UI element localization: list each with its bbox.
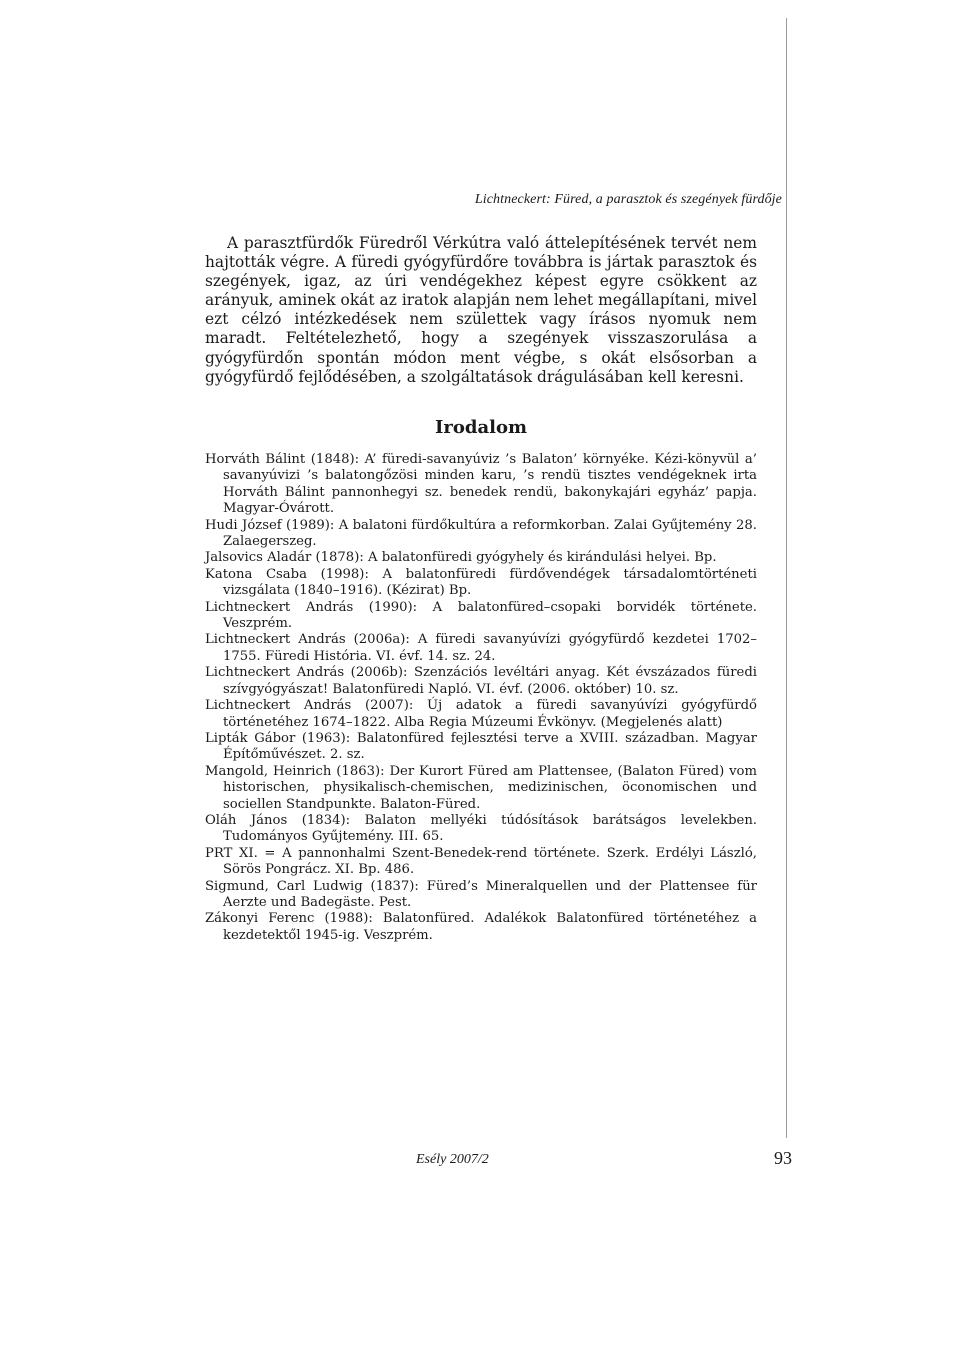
reference-item: Horváth Bálint (1848): A’ füredi-savanyúviz ’s Balaton’ környéke. Kézi-könyvül a’ savanyúvizi ’s balatongőzösi minden karu, ’s rendü tisztes vendégeknek irta Horváth Bálint pannonhegyi sz. benedek rendü, bakonykajári egyház’ papja. Magyar-Óvárott. xyxy=(205,452,757,517)
reference-item: Katona Csaba (1998): A balatonfüredi fürdővendégek társadalomtörténeti vizsgálata (1840–1916). (Kézirat) Bp. xyxy=(205,566,757,599)
reference-item: Lichtneckert András (1990): A balatonfüred–csopaki borvidék története. Veszprém. xyxy=(205,599,757,632)
reference-item: Jalsovics Aladár (1878): A balatonfüredi gyógyhely és kirándulási helyei. Bp. xyxy=(205,550,717,566)
footer-journal-title: Esély 2007/2 xyxy=(416,1152,489,1167)
reference-item: Mangold, Heinrich (1863): Der Kurort Füred am Plattensee, (Balaton Füred) vom historischen, physikalisch-chemischen, medizinischen, öconomischen und sociellen Standpunkte. Balaton-Füred. xyxy=(205,763,757,812)
section-title-irodalom: Irodalom xyxy=(434,417,528,438)
running-head: Lichtneckert: Füred, a parasztok és szegények fürdője xyxy=(474,192,782,207)
margin-rule xyxy=(786,18,787,1138)
reference-item: Lichtneckert András (2006b): Szenzációs levéltári anyag. Két évszázados füredi szívgyógyászat! Balatonfüredi Napló. VI. évf. (2006. október) 10. sz. xyxy=(205,665,757,697)
reference-item: Sigmund, Carl Ludwig (1837): Füred’s Mineralquellen und der Plattensee für Aerzte und Badegäste. Pest. xyxy=(205,878,757,910)
reference-item: Oláh János (1834): Balaton mellyéki túdósítások barátságos levelekben. Tudományos Gyűjtemény. III. 65. xyxy=(205,812,757,845)
reference-item: Lichtneckert András (2007): Új adatok a füredi savanyúvízi gyógyfürdő történetéhez 1674–1822. Alba Regia Múzeumi Évkönyv. (Megjelenés alatt) xyxy=(205,698,757,730)
reference-list xyxy=(205,452,757,944)
reference-item: Lichtneckert András (2006a): A füredi savanyúvízi gyógyfürdő kezdetei 1702–1755. Füredi História. VI. évf. 14. sz. 24. xyxy=(205,632,757,664)
reference-item: Zákonyi Ferenc (1988): Balatonfüred. Adalékok Balatonfüred történetéhez a kezdetektől 1945-ig. Veszprém. xyxy=(205,911,757,943)
reference-item: Lipták Gábor (1963): Balatonfüred fejlesztési terve a XVIII. században. Magyar Építőművészet. 2. sz. xyxy=(205,730,757,763)
page-number: 93 xyxy=(774,1148,792,1168)
reference-item: PRT XI. = A pannonhalmi Szent-Benedek-rend története. Szerk. Erdélyi László, Sörös Pongrácz. XI. Bp. 486. xyxy=(205,845,757,878)
reference-item: Hudi József (1989): A balatoni fürdőkultúra a reformkorban. Zalai Gyűjtemény 28. Zalaegerszeg. xyxy=(205,517,757,550)
body-paragraph: A parasztfürdők Füredről Vérkútra való áttelepítésének tervét nem hajtották végre. A füredi gyógyfürdőre továbbra is jártak parasztok és szegények, igaz, az úri vendégekhez képest egyre csökkent az arányuk, aminek okát az iratok alapján nem lehet megállapítani, mivel ezt célzó intézkedések nem születtek vagy írásos nyomuk nem maradt. Feltételezhető, hogy a szegények visszaszorulása a gyógyfürdőn spontán módon ment végbe, s okát elsősorban a gyógyfürdő fejlődésében, a szolgáltatások drágulásában kell keresni. xyxy=(205,234,757,386)
